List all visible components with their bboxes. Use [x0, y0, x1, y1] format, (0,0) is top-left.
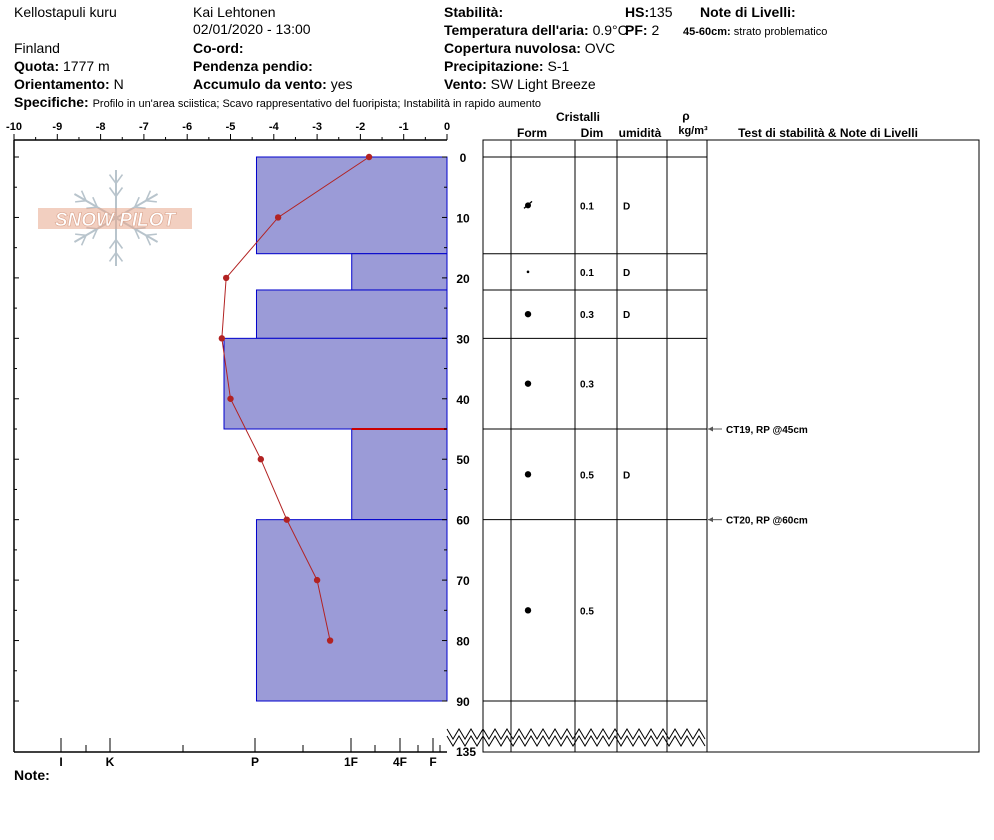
right-frame — [483, 140, 979, 752]
crystal-form-mark — [525, 311, 531, 317]
temp-tick-label: -8 — [95, 121, 106, 133]
depth-break-zigzag — [447, 729, 705, 739]
depth-tick-label: 40 — [456, 392, 470, 407]
snowflake-branch — [146, 201, 157, 202]
chart-frame — [14, 140, 979, 752]
temp-tick-label: -4 — [268, 121, 279, 133]
temp-tick-label: -6 — [182, 121, 193, 133]
crystal-humidity-label: D — [623, 470, 631, 482]
temp-tick-label: -5 — [225, 121, 236, 133]
precip-label: Precipitazione: — [444, 58, 544, 74]
hardness-layer-bar — [256, 290, 447, 338]
temperature-point — [223, 275, 229, 281]
observer-name: Kai Lehtonen — [193, 4, 276, 20]
quota-value: 1777 m — [63, 58, 110, 74]
crystal-size-label: 0.1 — [580, 267, 594, 279]
wind-load-value: yes — [330, 76, 353, 92]
hardness-tick-label: P — [250, 755, 260, 769]
crystal-humidity-label: D — [623, 310, 631, 322]
stability-test-label: CT20, RP @60cm — [726, 515, 808, 527]
crystal-form-mark — [525, 380, 531, 386]
depth-tick-label: 60 — [456, 513, 470, 528]
depth-tick-label: 10 — [456, 211, 470, 226]
coord-label: Co-ord: — [193, 40, 244, 56]
temp-tick-label: -7 — [139, 121, 149, 133]
temperature-point — [275, 214, 281, 220]
test-pointer-arrow — [708, 517, 713, 522]
crystal-size-label: 0.5 — [580, 470, 594, 482]
pf-value: 2 — [651, 22, 660, 38]
air-temp-label: Temperatura dell'aria: — [444, 22, 589, 38]
crystal-size-label: 0.1 — [580, 201, 594, 213]
depth-tick-label: 20 — [456, 271, 470, 286]
depth-tick-label: 80 — [456, 634, 470, 649]
rho-header: ρ — [682, 109, 690, 123]
temperature-point — [227, 396, 233, 402]
orientation-value: N — [113, 76, 124, 92]
test-pointer-arrow — [708, 427, 713, 432]
hardness-layer-bar — [256, 157, 447, 254]
date-time: 02/01/2020 - 13:00 — [193, 21, 311, 37]
cloud-label: Copertura nuvolosa: — [444, 40, 581, 56]
depth-tick-label: 90 — [456, 695, 470, 709]
temp-tick-label: -3 — [312, 121, 322, 133]
crystal-size-label: 0.3 — [580, 310, 594, 322]
location-name: Kellostapuli kuru — [14, 4, 117, 20]
temp-tick-label: 0 — [443, 121, 451, 133]
hardness-layer-bar — [224, 338, 447, 429]
specifics-value: Profilo in un'area sciistica; Scavo rappresentativo del fuoripista; Instabilità in rapido aumento — [92, 98, 542, 110]
temp-tick-label: -10 — [6, 121, 22, 133]
stability-label: Stabilità: — [444, 4, 504, 20]
hs-value: 135 — [649, 4, 673, 20]
slope-label: Pendenza pendio: — [193, 58, 313, 74]
specifics-label: Specifiche: — [14, 94, 89, 110]
hardness-tick-label: I — [59, 755, 63, 769]
crystal-form-mark — [525, 607, 531, 613]
hardness-tick-label: F — [429, 755, 437, 769]
watermark — [38, 170, 192, 266]
tests-header: Test di stabilità & Note di Livelli — [738, 126, 918, 140]
temp-tick-label: -2 — [355, 121, 366, 133]
size-header: Dim — [580, 126, 604, 140]
notes-label: Note: — [14, 767, 50, 783]
crystal-size-label: 0.5 — [580, 606, 594, 618]
hardness-layers — [224, 157, 447, 701]
stability-test-label: CT19, RP @45cm — [726, 425, 808, 436]
temp-tick-label: -9 — [52, 121, 63, 133]
orientation-label: Orientamento: — [14, 76, 110, 92]
temperature-point — [314, 577, 320, 583]
crystal-form-mark — [527, 271, 530, 274]
crystal-grid — [447, 140, 808, 752]
column-headers — [517, 109, 918, 140]
crystal-humidity-label: D — [623, 201, 631, 213]
hardness-tick-label: 1F — [343, 755, 359, 769]
crystal-humidity-label: D — [623, 267, 631, 279]
hardness-layer-bar — [256, 520, 447, 701]
wind-label: Vento: — [444, 76, 487, 92]
humidity-header: umidità — [618, 126, 662, 140]
temp-tick-label: -1 — [398, 121, 409, 133]
pf-label: PF: — [625, 22, 648, 38]
temperature-point — [366, 154, 372, 160]
hardness-layer-bar — [352, 254, 447, 290]
snowflake-branch — [75, 201, 86, 202]
crystal-form-mark — [525, 471, 531, 477]
layer-notes-label: Note di Livelli: — [700, 4, 796, 20]
watermark-text: SNOW PILOT — [54, 210, 176, 231]
layer-note-depth: 45-60cm: — [683, 26, 731, 38]
country: Finland — [14, 40, 60, 56]
density-unit-header: kg/m³ — [678, 125, 708, 137]
layer-note-text: strato problematico — [733, 26, 828, 38]
quota-label: Quota: — [14, 58, 60, 74]
depth-break-label: 135 — [455, 745, 477, 759]
depth-tick-label: 50 — [456, 453, 470, 468]
temperature-point — [258, 456, 264, 462]
crystal-size-label: 0.3 — [580, 379, 594, 391]
snowflake-branch — [146, 234, 157, 235]
depth-tick-label: 0 — [459, 151, 467, 165]
temperature-point — [219, 335, 225, 341]
hs-label: HS: — [625, 4, 650, 20]
hardness-tick-label: K — [105, 755, 115, 769]
hardness-tick-label: 4F — [392, 755, 408, 769]
air-temp-value: 0.9°C — [592, 22, 628, 38]
depth-tick-label: 70 — [456, 574, 470, 589]
wind-load-label: Accumulo da vento: — [193, 76, 327, 92]
depth-break-zigzag — [447, 736, 705, 746]
temperature-point — [284, 516, 290, 522]
hardness-layer-bar — [352, 429, 447, 520]
form-header: Form — [517, 126, 547, 140]
depth-tick-label: 30 — [456, 332, 470, 347]
snowflake-branch — [75, 234, 86, 235]
cloud-value: OVC — [584, 40, 616, 56]
precip-value: S-1 — [547, 58, 570, 74]
wind-value: SW Light Breeze — [490, 76, 596, 92]
crystals-header: Cristalli — [555, 110, 601, 124]
temperature-point — [327, 637, 333, 643]
